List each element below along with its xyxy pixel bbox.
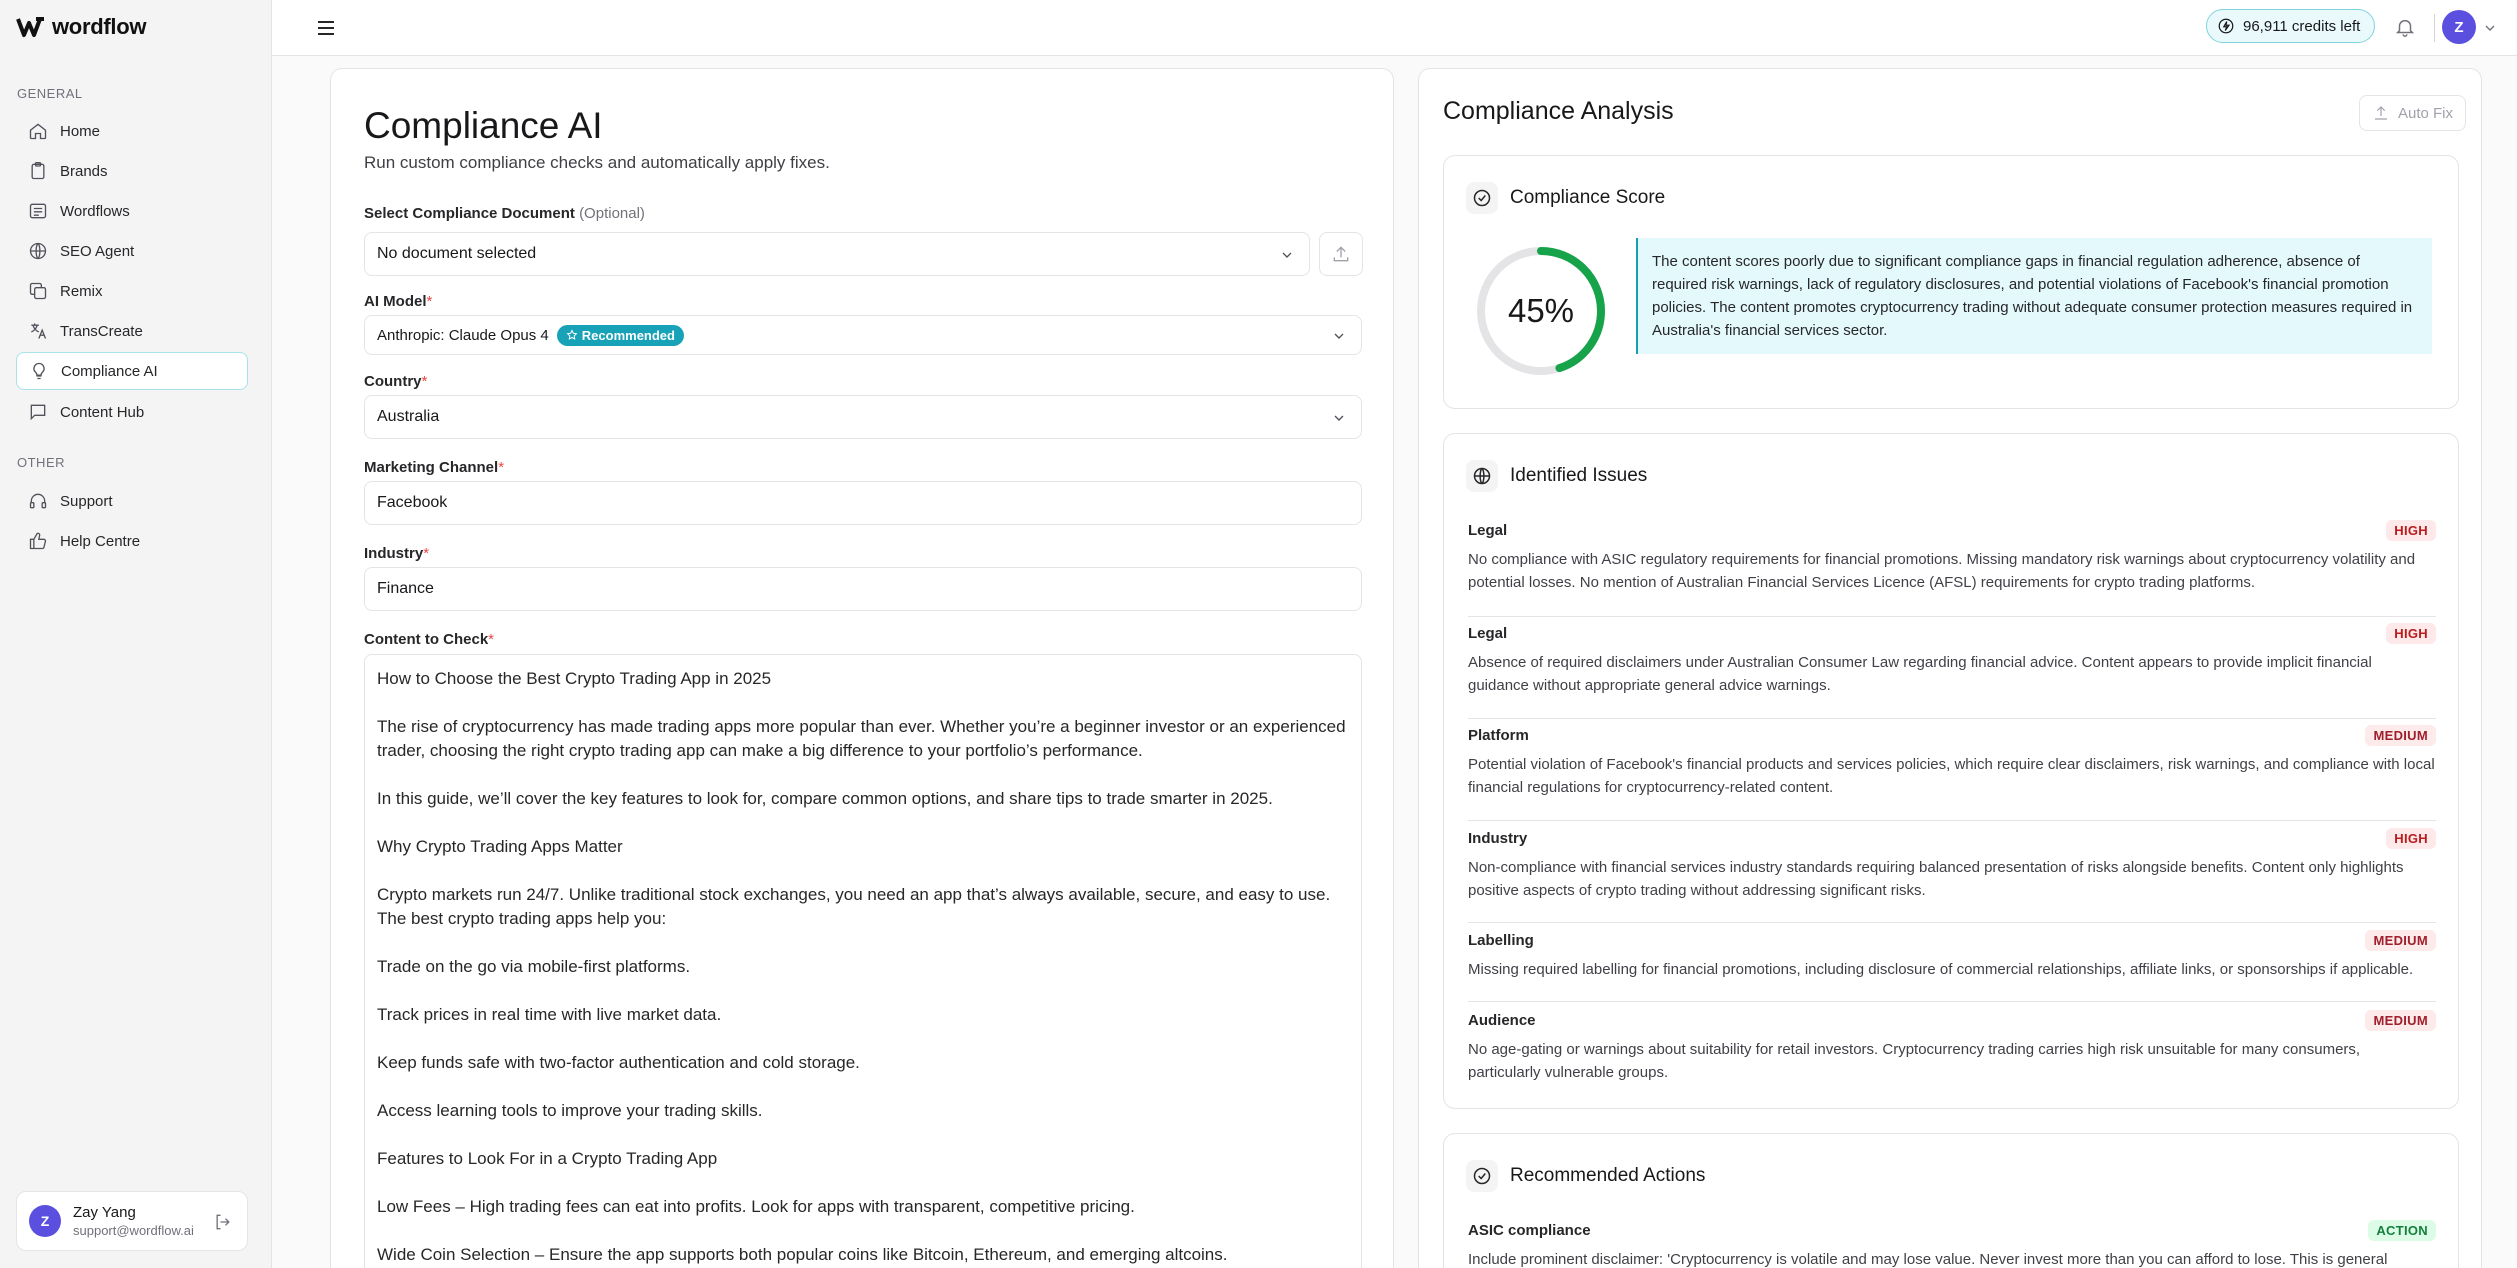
nav-section-other: OTHER bbox=[17, 455, 65, 470]
score-summary: The content scores poorly due to significant compliance gaps in financial regulation adherence, absence of required risk warnings, lack of regulatory disclosures, and potential violations of Facebook's financial promotion policies. The content promotes cryptocurrency trading without adequate consumer protection measures required in Australia's financial services sector. bbox=[1636, 238, 2432, 354]
severity-badge: MEDIUM bbox=[2365, 725, 2436, 746]
severity-badge: MEDIUM bbox=[2365, 930, 2436, 951]
score-card-title: Compliance Score bbox=[1510, 187, 1666, 208]
user-email: support@wordflow.ai bbox=[73, 1223, 194, 1238]
message-icon bbox=[28, 402, 48, 422]
marketing-channel-input[interactable] bbox=[364, 481, 1362, 525]
brand-logo[interactable] bbox=[16, 14, 146, 40]
industry-label: Industry* bbox=[364, 545, 430, 562]
marketing-channel-value: Facebook bbox=[377, 494, 448, 511]
action-item: ASIC compliance ACTION Include prominent disclaimer: 'Cryptocurrency is volatile and may lose value. Never invest more than you can afford to lose. This is general bbox=[1468, 1222, 2436, 1268]
chevron-down-icon bbox=[1331, 328, 1347, 344]
content-paragraph: Why Crypto Trading Apps Matter bbox=[377, 837, 623, 856]
issues-card-title: Identified Issues bbox=[1510, 465, 1648, 486]
content-paragraph: The rise of cryptocurrency has made trading apps more popular than ever. Whether you’re a beginner investor or an experienced trader, choosing the right crypto trading app can make a big difference to your portfolio’s performance. bbox=[377, 717, 1346, 760]
content-paragraph: Features to Look For in a Crypto Trading App bbox=[377, 1149, 718, 1168]
sidebar bbox=[0, 0, 272, 1268]
document-select[interactable] bbox=[364, 232, 1310, 276]
upload-document-button[interactable] bbox=[1319, 232, 1363, 276]
bell-icon[interactable] bbox=[2394, 16, 2416, 38]
actions-card-header bbox=[1466, 1160, 1705, 1192]
user-name: Zay Yang bbox=[73, 1204, 136, 1221]
document-select-value: No document selected bbox=[377, 245, 537, 262]
sidebar-item-label: Content Hub bbox=[60, 403, 145, 421]
sidebar-item-content-hub[interactable] bbox=[16, 393, 248, 431]
home-icon bbox=[28, 121, 48, 141]
copy-icon bbox=[28, 281, 48, 301]
star-icon bbox=[566, 329, 578, 341]
avatar: Z bbox=[29, 1205, 61, 1237]
lightning-icon bbox=[2217, 17, 2235, 35]
clipboard-icon bbox=[28, 161, 48, 181]
globe-icon bbox=[28, 241, 48, 261]
analysis-title: Compliance Analysis bbox=[1443, 97, 1674, 125]
logout-icon[interactable] bbox=[213, 1212, 233, 1232]
lightbulb-icon bbox=[29, 361, 49, 381]
ai-model-label: AI Model* bbox=[364, 293, 433, 310]
credits-text: 96,911 credits left bbox=[2243, 17, 2361, 35]
topbar bbox=[272, 0, 2517, 56]
topbar-divider bbox=[2434, 14, 2435, 42]
sidebar-item-label: Support bbox=[60, 492, 113, 510]
content-textarea[interactable] bbox=[364, 654, 1362, 1268]
content-paragraph: How to Choose the Best Crypto Trading App in 2025 bbox=[377, 669, 772, 688]
translate-icon bbox=[28, 321, 48, 341]
divider bbox=[1468, 922, 2436, 923]
content-paragraph: Crypto markets run 24/7. Unlike traditional stock exchanges, you need an app that’s always available, secure, and easy to use. The best crypto trading apps help you: bbox=[377, 885, 1331, 928]
sidebar-item-label: TransCreate bbox=[60, 322, 143, 340]
divider bbox=[1468, 718, 2436, 719]
industry-value: Finance bbox=[377, 580, 434, 597]
sidebar-item-compliance-ai[interactable] bbox=[16, 352, 248, 390]
ai-model-value: Anthropic: Claude Opus 4 bbox=[377, 326, 549, 344]
content-paragraph: Track prices in real time with live market data. bbox=[377, 1005, 722, 1024]
sidebar-item-brands[interactable] bbox=[16, 152, 248, 190]
sidebar-item-label: Compliance AI bbox=[61, 362, 158, 380]
compliance-score-card bbox=[1443, 155, 2459, 409]
country-label: Country* bbox=[364, 373, 428, 390]
sidebar-item-home[interactable] bbox=[16, 112, 248, 150]
content-paragraph: Low Fees – High trading fees can eat into profits. Look for apps with transparent, competitive pricing. bbox=[377, 1197, 1135, 1216]
divider bbox=[1468, 1001, 2436, 1002]
globe-icon bbox=[1472, 466, 1492, 486]
issues-card-header bbox=[1466, 460, 1647, 492]
issue-item: Legal HIGH No compliance with ASIC regulatory requirements for financial promotions. Missing mandatory risk warnings about cryptocurrency volatility and potential losses. No mention of Australian Financial Services Licence (AFSL) requirements for crypto trading platforms. bbox=[1468, 522, 2436, 594]
issue-item: Labelling MEDIUM Missing required labelling for financial promotions, including disclosure of commercial relationships, affiliate links, or sponsorships if applicable. bbox=[1468, 932, 2436, 981]
ai-model-select[interactable] bbox=[364, 315, 1362, 355]
identified-issues-card bbox=[1443, 433, 2459, 1109]
content-paragraph: Access learning tools to improve your trading skills. bbox=[377, 1101, 763, 1120]
country-select[interactable] bbox=[364, 395, 1362, 439]
content-paragraph: Wide Coin Selection – Ensure the app supports both popular coins like Bitcoin, Ethereum, and emerging altcoins. bbox=[377, 1245, 1228, 1264]
sidebar-item-label: Remix bbox=[60, 282, 103, 300]
upload-icon bbox=[1331, 244, 1351, 264]
credits-badge[interactable] bbox=[2206, 9, 2375, 43]
headset-icon bbox=[28, 491, 48, 511]
sidebar-item-label: Home bbox=[60, 122, 101, 140]
sidebar-item-label: Help Centre bbox=[60, 532, 141, 550]
divider bbox=[1468, 820, 2436, 821]
recommended-actions-card bbox=[1443, 1133, 2459, 1268]
severity-badge: HIGH bbox=[2386, 623, 2436, 644]
divider bbox=[1468, 616, 2436, 617]
content-paragraph: Keep funds safe with two-factor authentication and cold storage. bbox=[377, 1053, 860, 1072]
issue-item: Platform MEDIUM Potential violation of Facebook's financial products and services policies, which require clear disclaimers, risk warnings, and compliance with local financial regulations for cryptocurrency-related content. bbox=[1468, 727, 2435, 796]
score-value: 45% bbox=[1507, 292, 1575, 329]
chevron-down-icon bbox=[1279, 247, 1295, 263]
issue-item: Audience MEDIUM No age-gating or warnings about suitability for retail investors. Cryptocurrency trading carries high risk unsuitable for many consumers, particularly vulnerable groups. bbox=[1468, 1012, 2436, 1084]
sidebar-item-label: SEO Agent bbox=[60, 242, 135, 260]
page-title: Compliance AI bbox=[364, 105, 603, 146]
country-value: Australia bbox=[377, 408, 440, 425]
severity-badge: MEDIUM bbox=[2365, 1010, 2436, 1031]
upload-icon bbox=[2372, 104, 2390, 122]
sidebar-item-remix[interactable] bbox=[16, 272, 248, 310]
check-circle-icon bbox=[1472, 1166, 1492, 1186]
hamburger-menu-icon[interactable] bbox=[314, 16, 338, 40]
sidebar-item-transcreate[interactable] bbox=[16, 312, 248, 350]
wordflow-logo-icon bbox=[16, 14, 46, 40]
user-card[interactable] bbox=[16, 1191, 248, 1251]
content-label: Content to Check* bbox=[364, 631, 495, 648]
actions-card-title: Recommended Actions bbox=[1510, 1165, 1706, 1186]
page-subtitle: Run custom compliance checks and automatically apply fixes. bbox=[364, 153, 830, 172]
thumbs-up-icon bbox=[28, 531, 48, 551]
issue-item: Industry HIGH Non-compliance with financial services industry standards requiring balanced presentation of risks alongside benefits. Content only highlights positive aspects of crypto trading without addressing significant risks. bbox=[1468, 830, 2436, 902]
sidebar-item-help-centre[interactable] bbox=[16, 522, 248, 560]
brand-name: wordflow bbox=[52, 14, 147, 39]
chevron-down-icon[interactable] bbox=[2482, 20, 2498, 36]
user-avatar-button[interactable]: Z bbox=[2442, 10, 2476, 44]
sidebar-item-support[interactable] bbox=[16, 482, 248, 520]
severity-badge: HIGH bbox=[2386, 520, 2436, 541]
content-paragraph: Trade on the go via mobile-first platforms. bbox=[377, 957, 691, 976]
main-content bbox=[272, 56, 2517, 1268]
issue-item: Legal HIGH Absence of required disclaimers under Australian Consumer Law regarding financial advice. Content appears to provide implicit financial guidance without appropriate general advice warnings. bbox=[1468, 625, 2436, 697]
sidebar-item-label: Wordflows bbox=[60, 202, 130, 220]
auto-fix-button[interactable]: Auto Fix bbox=[2359, 95, 2466, 131]
recommended-badge: Recommended bbox=[557, 325, 684, 346]
nav-section-general: GENERAL bbox=[17, 86, 83, 101]
marketing-channel-label: Marketing Channel* bbox=[364, 459, 505, 476]
check-circle-icon bbox=[1472, 188, 1492, 208]
severity-badge: HIGH bbox=[2386, 828, 2436, 849]
sidebar-item-seo-agent[interactable] bbox=[16, 232, 248, 270]
content-paragraph: In this guide, we’ll cover the key features to look for, compare common options, and share tips to trade smarter in 2025. bbox=[377, 789, 1273, 808]
compliance-form-panel bbox=[330, 68, 1394, 1268]
industry-input[interactable] bbox=[364, 567, 1362, 611]
document-label: Select Compliance Document (Optional) bbox=[364, 205, 645, 222]
chevron-down-icon bbox=[1331, 410, 1347, 426]
workflow-icon bbox=[28, 201, 48, 221]
compliance-analysis-panel bbox=[1418, 68, 2482, 1268]
action-badge: ACTION bbox=[2368, 1220, 2436, 1241]
score-card-header bbox=[1466, 182, 1665, 214]
sidebar-item-wordflows[interactable] bbox=[16, 192, 248, 230]
sidebar-item-label: Brands bbox=[60, 162, 108, 180]
